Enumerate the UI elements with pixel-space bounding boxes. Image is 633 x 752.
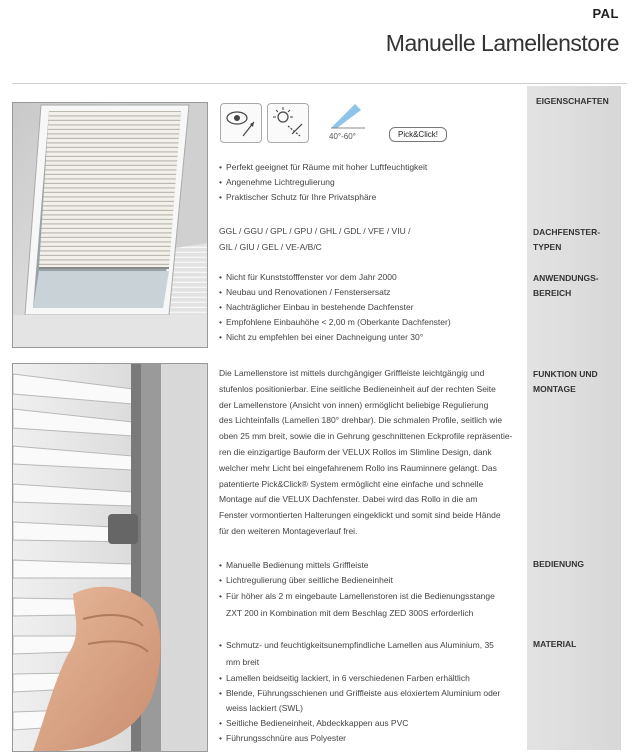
eigenschaften-list [219, 160, 519, 205]
list-item: • Perfekt geeignet für Räume mit hoher Luftfeuchtigkeit [219, 160, 519, 175]
text-line: GIL / GIU / GEL / VE-A/B/C [219, 241, 322, 252]
bedienung-list [219, 558, 509, 622]
list-item: • Nachträglicher Einbau in bestehende Dachfenster [219, 300, 519, 315]
label-dachfenster: DACHFENSTER-TYPEN [533, 227, 601, 252]
eye-privacy-icon [220, 103, 262, 143]
list-item: • Neubau und Renovationen / Fenstersersatz [219, 285, 519, 300]
text-line: für den weiteren Montageverlauf frei. [219, 525, 358, 536]
list-item: • Schmutz- und feuchtigkeitsunempfindliche Lamellen aus Aluminium, 35 mm breit [219, 637, 509, 671]
list-item: • Seitliche Bedieneinheit, Abdeckkappen aus PVC [219, 716, 509, 731]
label-anwendung: ANWENDUNGS-BEREICH [533, 273, 599, 298]
header-divider [12, 83, 627, 84]
list-item: • Nicht zu empfehlen bei einer Dachneigung unter 30° [219, 330, 519, 345]
list-item: • Nicht für Kunststofffenster vor dem Jahr 2000 [219, 270, 519, 285]
list-item: • Empfohlene Einbauhöhe < 2,00 m (Oberkante Dachfenster) [219, 315, 519, 330]
list-item: • Führungsschnüre aus Polyester [219, 731, 509, 746]
funktion-paragraph [219, 366, 519, 540]
text-line: Montage auf die VELUX Dachfenster. Dabei wird das Rollo in die am [219, 494, 478, 505]
pick-and-click-badge: Pick&Click! [389, 127, 447, 142]
label-funktion: FUNKTION UND MONTAGE [533, 369, 598, 394]
hand-operating-blind-photo [12, 363, 208, 752]
label-eigenschaften: EIGENSCHAFTEN [536, 96, 609, 106]
angle-label: 40°-60° [329, 132, 356, 141]
text-line: patentierte Pick&Click® System ermöglicht eine einfache und schnelle [219, 478, 484, 489]
text-line: der Lamellenstore (Ansicht von innen) ermöglicht beliebige Regulierung [219, 399, 489, 410]
text-line: ren die einzigartige Bauform der VELUX Rollos im Slimline Design, dank [219, 446, 492, 457]
label-material: MATERIAL [533, 639, 577, 649]
text-line: oben 25 mm breit, sowie die in Gehrung geschnittenen Eckprofile repräsentie- [219, 431, 513, 442]
text-line: stufenlos positionierbar. Eine seitliche Bedieneinheit auf der rechten Seite [219, 383, 496, 394]
material-list [219, 637, 509, 746]
text-line: GGL / GGU / GPL / GPU / GHL / GDL / VFE / VIU / [219, 226, 411, 236]
list-item: • Angenehme Lichtregulierung [219, 175, 519, 190]
text-line: des Lichteinfalls (Lamellen 180° drehbar). Die schmalen Profile, seitlich wie [219, 415, 503, 426]
list-item: • Lamellen beidseitig lackiert, in 6 verschiedenen Farben erhältlich [219, 671, 509, 686]
anwendung-list [219, 270, 519, 345]
product-code: PAL [592, 6, 619, 21]
text-line: welcher mehr Licht bei eingefahrenem Rollo ins Rauminnere gelangt. Das [219, 462, 497, 473]
page-title: Manuelle Lamellenstore [385, 30, 619, 56]
dachfenster-types [219, 224, 519, 256]
list-item: • Manuelle Bedienung mittels Griffleiste [219, 558, 509, 573]
list-item: • Blende, Führungsschienen und Griffleiste aus eloxiertem Aluminium oder weiss lackiert (SWL) [219, 686, 509, 716]
text-line: Die Lamellenstore ist mittels durchgängiger Griffleiste leichtgängig und [219, 368, 485, 378]
sun-light-icon [267, 103, 309, 143]
list-item: • Für höher als 2 m eingebaute Lamellenstoren ist die Bedienungsstange ZXT 200 in Kombination mit dem Beschlag ZED 300S erforderlich [219, 588, 509, 622]
label-bedienung: BEDIENUNG [533, 559, 585, 569]
list-item: • Praktischer Schutz für Ihre Privatsphäre [219, 190, 519, 205]
skylight-blind-photo [12, 102, 208, 348]
text-line: Fenster vormontierten Halterungen eingeklickt und somit sind beide Hände [219, 510, 501, 521]
list-item: • Lichtregulierung über seitliche Bedieneinheit [219, 573, 509, 588]
roof-angle-icon [325, 100, 375, 132]
